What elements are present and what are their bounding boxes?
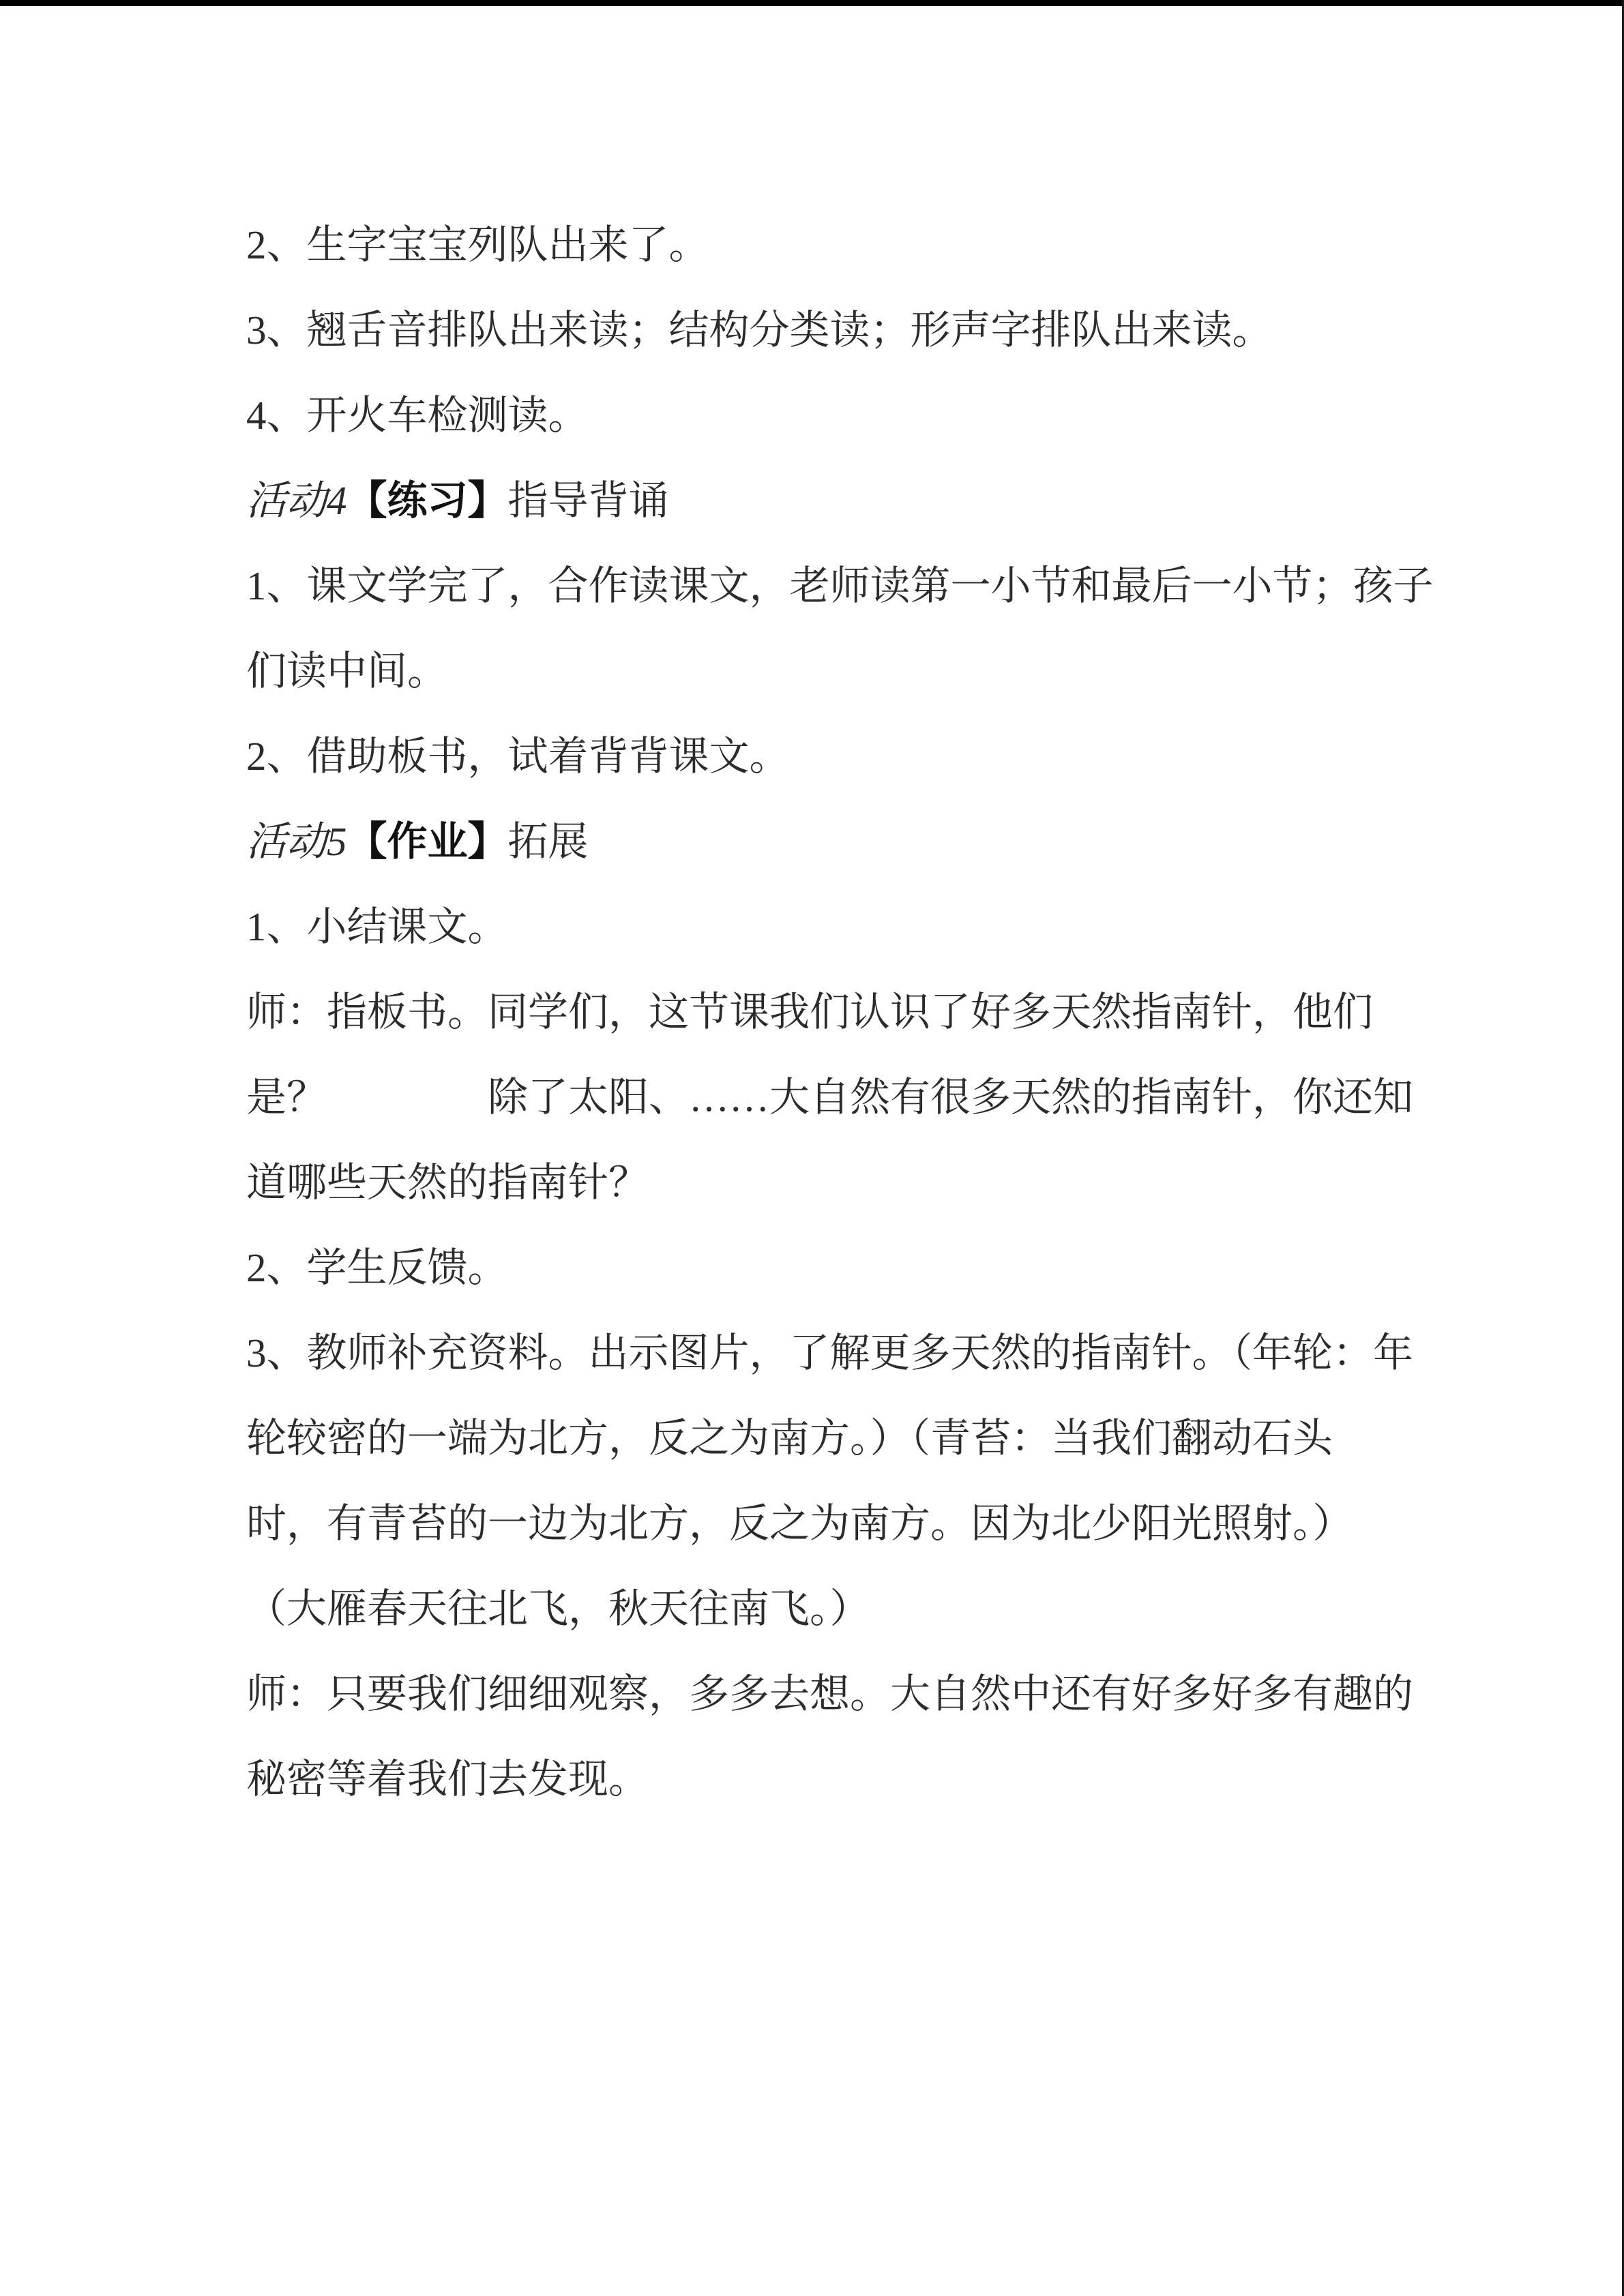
line-text: 拓展 — [507, 819, 589, 864]
line-text: 1、小结课文。 — [246, 904, 508, 949]
line-text: 指导背诵 — [507, 478, 669, 523]
line-text: 3、翘舌音排队出来读；结构分类读；形声字排队出来读。 — [246, 308, 1273, 353]
line-text: 是？ 除了太阳、……大自然有很多天然的指南针，你还知 — [246, 1075, 1414, 1120]
text-line — [246, 1737, 1399, 1822]
text-line — [246, 799, 1399, 884]
line-text: 秘密等着我们去发现。 — [246, 1757, 649, 1802]
line-text: 道哪些天然的指南针？ — [246, 1160, 649, 1205]
line-text: 2、生字宝宝列队出来了。 — [246, 222, 709, 267]
text-line — [246, 373, 1399, 458]
text-line — [246, 884, 1399, 970]
activity-label: 活动4 — [246, 478, 347, 523]
document-content — [246, 203, 1434, 1822]
text-line — [246, 1055, 1414, 1140]
text-line — [246, 1566, 1399, 1652]
line-text: 3、教师补充资料。出示图片，了解更多天然的指南针。（年轮：年 — [246, 1330, 1414, 1375]
text-line — [246, 1140, 1399, 1225]
text-line — [246, 288, 1399, 373]
line-text: 2、学生反馈。 — [246, 1245, 508, 1290]
activity-section-tag: 【练习】 — [346, 478, 508, 523]
top-border — [0, 0, 1624, 6]
line-text: 轮较密的一端为北方，反之为南方。）（青苔：当我们翻动石头 — [246, 1416, 1333, 1461]
line-text: 师：只要我们细细观察，多多去想。大自然中还有好多好多有趣的 — [246, 1671, 1414, 1716]
text-line — [246, 1311, 1414, 1396]
text-line — [246, 970, 1399, 1055]
line-text: 4、开火车检测读。 — [246, 393, 589, 438]
line-text: 时，有青苔的一边为北方，反之为南方。因为北少阳光照射。） — [246, 1501, 1353, 1546]
line-text: 们读中间。 — [246, 648, 448, 694]
line-text: 2、借助板书，试着背背课文。 — [246, 734, 790, 779]
text-line — [246, 629, 1399, 714]
line-text: （大雁春天往北飞，秋天往南飞。） — [246, 1586, 870, 1631]
text-line — [246, 1225, 1399, 1311]
text-line — [246, 203, 1399, 288]
text-line — [246, 1481, 1399, 1566]
line-text: 1、课文学完了，合作读课文，老师读第一小节和最后一小节；孩子 — [246, 563, 1434, 608]
line-text: 师：指板书。同学们，这节课我们认识了好多天然指南针，他们 — [246, 989, 1374, 1034]
text-line — [246, 1652, 1414, 1737]
text-line — [246, 543, 1434, 629]
text-line — [246, 1396, 1399, 1481]
activity-label: 活动5 — [246, 819, 347, 864]
text-line — [246, 714, 1399, 799]
activity-section-tag: 【作业】 — [346, 819, 508, 864]
text-line — [246, 458, 1399, 543]
